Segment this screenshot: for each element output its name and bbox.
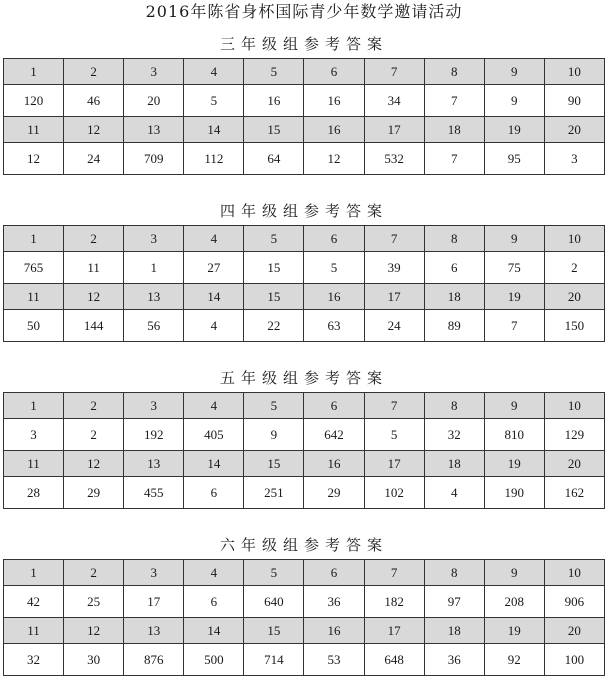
question-number-cell: 8 (424, 226, 484, 252)
answer-cell: 765 (4, 252, 64, 284)
question-number-cell: 20 (544, 117, 604, 143)
question-number-cell: 4 (184, 393, 244, 419)
question-number-cell: 7 (364, 393, 424, 419)
answer-cell: 906 (544, 586, 604, 618)
question-number-cell: 6 (304, 393, 364, 419)
question-number-cell: 6 (304, 59, 364, 85)
question-number-cell: 7 (364, 226, 424, 252)
section-heading: 六年级组参考答案 (219, 536, 388, 554)
answer-cell: 714 (244, 644, 304, 676)
question-number-row (4, 393, 605, 419)
question-number-cell: 8 (424, 393, 484, 419)
answer-cell: 36 (304, 586, 364, 618)
answer-cell: 95 (484, 143, 544, 175)
question-number-cell: 7 (364, 560, 424, 586)
answer-cell: 642 (304, 419, 364, 451)
question-number-cell: 13 (124, 451, 184, 477)
question-number-cell: 17 (364, 451, 424, 477)
answer-cell: 56 (124, 310, 184, 342)
answer-cell: 4 (184, 310, 244, 342)
question-number-cell: 11 (4, 284, 64, 310)
question-number-cell: 16 (304, 618, 364, 644)
question-number-cell: 11 (4, 451, 64, 477)
answer-cell: 39 (364, 252, 424, 284)
answer-cell: 24 (64, 143, 124, 175)
answer-cell: 32 (4, 644, 64, 676)
answer-cell: 27 (184, 252, 244, 284)
answer-cell: 3 (544, 143, 604, 175)
question-number-cell: 7 (364, 59, 424, 85)
question-number-row (4, 226, 605, 252)
answer-cell: 6 (184, 586, 244, 618)
section-heading: 四年级组参考答案 (219, 202, 388, 220)
question-number-cell: 14 (184, 451, 244, 477)
question-number-cell: 5 (244, 226, 304, 252)
answer-cell: 75 (484, 252, 544, 284)
question-number-cell: 15 (244, 618, 304, 644)
answer-table (3, 559, 605, 676)
answer-cell: 53 (304, 644, 364, 676)
question-number-cell: 9 (484, 59, 544, 85)
answer-cell: 34 (364, 85, 424, 117)
question-number-cell: 12 (64, 451, 124, 477)
question-number-cell: 1 (4, 226, 64, 252)
answer-row (4, 252, 605, 284)
answer-cell: 102 (364, 477, 424, 509)
question-number-cell: 17 (364, 284, 424, 310)
question-number-cell: 17 (364, 117, 424, 143)
answer-cell: 162 (544, 477, 604, 509)
answer-cell: 182 (364, 586, 424, 618)
answer-row (4, 586, 605, 618)
question-number-row (4, 560, 605, 586)
answer-cell: 810 (484, 419, 544, 451)
answer-cell: 144 (64, 310, 124, 342)
question-number-cell: 15 (244, 117, 304, 143)
answer-cell: 25 (64, 586, 124, 618)
question-number-cell: 14 (184, 117, 244, 143)
question-number-cell: 15 (244, 284, 304, 310)
question-number-cell: 14 (184, 284, 244, 310)
answer-cell: 7 (484, 310, 544, 342)
answer-cell: 192 (124, 419, 184, 451)
question-number-cell: 5 (244, 59, 304, 85)
question-number-cell: 6 (304, 226, 364, 252)
answer-cell: 15 (244, 252, 304, 284)
answer-cell: 9 (484, 85, 544, 117)
question-number-cell: 12 (64, 618, 124, 644)
answer-cell: 92 (484, 644, 544, 676)
question-number-cell: 19 (484, 284, 544, 310)
answer-cell: 46 (64, 85, 124, 117)
answer-section (0, 201, 608, 342)
question-number-cell: 17 (364, 618, 424, 644)
answer-cell: 640 (244, 586, 304, 618)
question-number-cell: 3 (124, 226, 184, 252)
answer-cell: 6 (184, 477, 244, 509)
answer-cell: 30 (64, 644, 124, 676)
answer-table (3, 225, 605, 342)
answer-cell: 876 (124, 644, 184, 676)
answer-cell: 6 (424, 252, 484, 284)
answer-cell: 455 (124, 477, 184, 509)
question-number-cell: 16 (304, 284, 364, 310)
answer-cell: 5 (304, 252, 364, 284)
question-number-cell: 8 (424, 560, 484, 586)
question-number-cell: 19 (484, 451, 544, 477)
answer-cell: 29 (304, 477, 364, 509)
question-number-cell: 16 (304, 117, 364, 143)
question-number-cell: 6 (304, 560, 364, 586)
answer-cell: 12 (4, 143, 64, 175)
answer-row (4, 85, 605, 117)
answer-cell: 17 (124, 586, 184, 618)
answer-cell: 2 (64, 419, 124, 451)
question-number-cell: 2 (64, 393, 124, 419)
answer-cell: 1 (124, 252, 184, 284)
question-number-cell: 10 (544, 226, 604, 252)
question-number-row (4, 117, 605, 143)
answer-cell: 32 (424, 419, 484, 451)
question-number-cell: 14 (184, 618, 244, 644)
answer-cell: 129 (544, 419, 604, 451)
answer-cell: 405 (184, 419, 244, 451)
question-number-cell: 15 (244, 451, 304, 477)
answer-cell: 9 (244, 419, 304, 451)
question-number-cell: 18 (424, 284, 484, 310)
question-number-cell: 10 (544, 59, 604, 85)
answer-section (0, 368, 608, 509)
answer-cell: 63 (304, 310, 364, 342)
question-number-cell: 18 (424, 618, 484, 644)
answer-table (3, 58, 605, 175)
answer-cell: 16 (304, 85, 364, 117)
answer-cell: 24 (364, 310, 424, 342)
question-number-cell: 13 (124, 284, 184, 310)
question-number-cell: 10 (544, 393, 604, 419)
document-title: 2016年陈省身杯国际青少年数学邀请活动 (145, 2, 463, 21)
answer-cell: 20 (124, 85, 184, 117)
answer-cell: 64 (244, 143, 304, 175)
section-heading: 五年级组参考答案 (219, 369, 388, 387)
answer-cell: 190 (484, 477, 544, 509)
question-number-row (4, 451, 605, 477)
answer-table (3, 392, 605, 509)
question-number-cell: 19 (484, 117, 544, 143)
answer-cell: 4 (424, 477, 484, 509)
question-number-cell: 16 (304, 451, 364, 477)
question-number-cell: 4 (184, 226, 244, 252)
question-number-cell: 20 (544, 451, 604, 477)
answer-cell: 50 (4, 310, 64, 342)
answer-cell: 28 (4, 477, 64, 509)
question-number-row (4, 284, 605, 310)
answer-cell: 5 (364, 419, 424, 451)
question-number-cell: 13 (124, 618, 184, 644)
answer-cell: 112 (184, 143, 244, 175)
answer-cell: 251 (244, 477, 304, 509)
answer-cell: 150 (544, 310, 604, 342)
question-number-cell: 5 (244, 560, 304, 586)
question-number-cell: 11 (4, 117, 64, 143)
question-number-cell: 2 (64, 226, 124, 252)
answer-cell: 500 (184, 644, 244, 676)
answer-cell: 3 (4, 419, 64, 451)
answer-row (4, 644, 605, 676)
answer-row (4, 419, 605, 451)
question-number-cell: 2 (64, 560, 124, 586)
answer-cell: 7 (424, 143, 484, 175)
question-number-cell: 11 (4, 618, 64, 644)
question-number-cell: 8 (424, 59, 484, 85)
answer-row (4, 477, 605, 509)
question-number-cell: 9 (484, 560, 544, 586)
question-number-cell: 18 (424, 117, 484, 143)
answer-cell: 709 (124, 143, 184, 175)
question-number-cell: 2 (64, 59, 124, 85)
answer-cell: 12 (304, 143, 364, 175)
question-number-cell: 20 (544, 618, 604, 644)
answer-cell: 7 (424, 85, 484, 117)
question-number-cell: 9 (484, 226, 544, 252)
answer-cell: 29 (64, 477, 124, 509)
answer-section (0, 34, 608, 175)
answer-cell: 5 (184, 85, 244, 117)
question-number-cell: 18 (424, 451, 484, 477)
answer-cell: 11 (64, 252, 124, 284)
question-number-cell: 3 (124, 560, 184, 586)
answer-cell: 36 (424, 644, 484, 676)
question-number-cell: 1 (4, 560, 64, 586)
answer-cell: 648 (364, 644, 424, 676)
question-number-cell: 12 (64, 117, 124, 143)
answer-cell: 22 (244, 310, 304, 342)
question-number-cell: 9 (484, 393, 544, 419)
question-number-cell: 1 (4, 393, 64, 419)
answer-section (0, 535, 608, 676)
question-number-cell: 1 (4, 59, 64, 85)
answer-cell: 97 (424, 586, 484, 618)
answer-cell: 208 (484, 586, 544, 618)
question-number-cell: 4 (184, 560, 244, 586)
answer-row (4, 143, 605, 175)
section-heading: 三年级组参考答案 (219, 35, 388, 53)
question-number-cell: 12 (64, 284, 124, 310)
question-number-cell: 4 (184, 59, 244, 85)
answer-cell: 90 (544, 85, 604, 117)
question-number-cell: 10 (544, 560, 604, 586)
answer-row (4, 310, 605, 342)
question-number-cell: 3 (124, 393, 184, 419)
question-number-row (4, 59, 605, 85)
answer-cell: 100 (544, 644, 604, 676)
question-number-cell: 13 (124, 117, 184, 143)
answer-cell: 532 (364, 143, 424, 175)
answer-cell: 120 (4, 85, 64, 117)
answer-cell: 42 (4, 586, 64, 618)
question-number-cell: 3 (124, 59, 184, 85)
answer-cell: 16 (244, 85, 304, 117)
question-number-cell: 20 (544, 284, 604, 310)
question-number-row (4, 618, 605, 644)
answer-cell: 89 (424, 310, 484, 342)
question-number-cell: 19 (484, 618, 544, 644)
answer-cell: 2 (544, 252, 604, 284)
question-number-cell: 5 (244, 393, 304, 419)
